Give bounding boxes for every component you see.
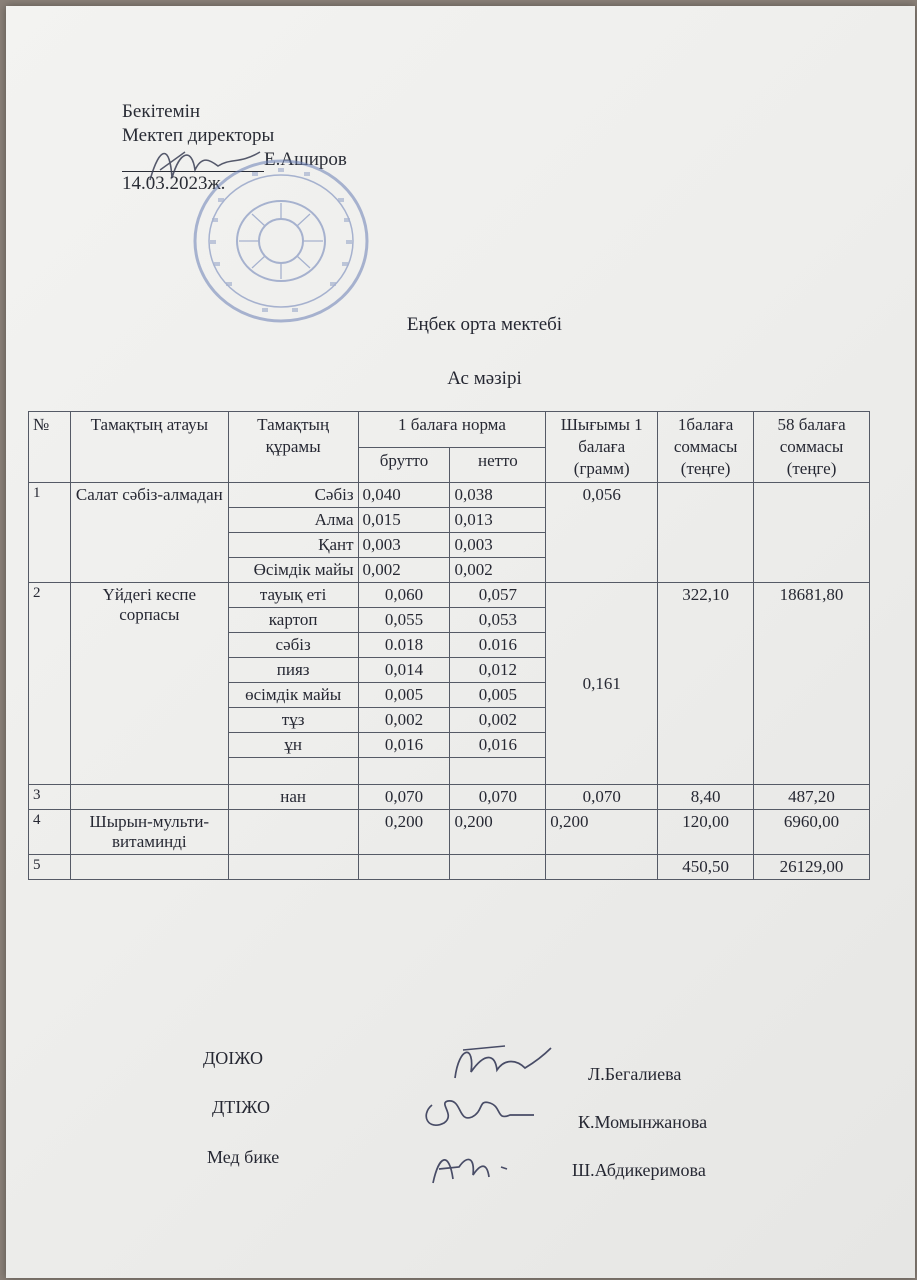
table-row (29, 483, 870, 508)
role-label: ДТІЖО (212, 1097, 270, 1117)
header-no: № (29, 412, 71, 483)
sum-one-value: 322,10 (658, 583, 754, 785)
gross-value: 0.018 (358, 633, 450, 658)
empty-cell (228, 855, 358, 880)
output-value: 0,200 (546, 810, 658, 855)
table-row (29, 785, 870, 810)
approval-position: Мектеп директоры (122, 125, 275, 146)
gross-value: 0,002 (358, 558, 450, 583)
empty-cell (450, 758, 546, 785)
dish-name: Шырын-мульти-витаминді (70, 810, 228, 855)
ingredient-name: Сәбіз (228, 483, 358, 508)
net-value: 0,012 (450, 658, 546, 683)
empty-cell (228, 758, 358, 785)
header-gross: брутто (358, 447, 450, 483)
signatory-name: К.Момынжанова (578, 1112, 708, 1132)
row-number: 1 (29, 483, 71, 583)
header-output: Шығымы 1 балаға (грамм) (546, 412, 658, 483)
output-value: 0,056 (546, 483, 658, 583)
net-value: 0.016 (450, 633, 546, 658)
ingredient-name: сәбіз (228, 633, 358, 658)
net-value: 0,200 (450, 810, 546, 855)
ingredient-name: Өсімдік майы (228, 558, 358, 583)
gross-value: 0,200 (358, 810, 450, 855)
sum-one-value: 120,00 (658, 810, 754, 855)
output-value: 0,070 (546, 785, 658, 810)
role-label: Мед бике (207, 1147, 280, 1167)
approval-heading: Бекітемін (122, 101, 201, 122)
ingredient-name: ұн (228, 733, 358, 758)
table-row-total (29, 855, 870, 880)
gross-value: 0,002 (358, 708, 450, 733)
net-value: 0,053 (450, 608, 546, 633)
ingredient-name: тауық еті (228, 583, 358, 608)
gross-value: 0,014 (358, 658, 450, 683)
gross-value: 0,015 (358, 508, 450, 533)
ingredient-name: картоп (228, 608, 358, 633)
row-number: 4 (29, 810, 71, 855)
net-value: 0,005 (450, 683, 546, 708)
sum-one-value: 8,40 (658, 785, 754, 810)
header-net: нетто (450, 447, 546, 483)
net-value: 0,057 (450, 583, 546, 608)
document-title: Ас мәзірі (447, 368, 522, 389)
net-value: 0,003 (450, 533, 546, 558)
output-value: 0,161 (546, 583, 658, 785)
signature-abdikerimova (425, 1145, 515, 1190)
dish-name: Үйдегі кеспе сорпасы (70, 583, 228, 785)
header-sum-58: 58 балаға соммасы (теңге) (754, 412, 870, 483)
empty-cell (358, 855, 450, 880)
gross-value: 0,060 (358, 583, 450, 608)
sum-one-value (658, 483, 754, 583)
ingredient-name: нан (228, 785, 358, 810)
empty-cell (450, 855, 546, 880)
sum-58-total: 26129,00 (754, 855, 870, 880)
net-value: 0,038 (450, 483, 546, 508)
row-number: 3 (29, 785, 71, 810)
row-number: 5 (29, 855, 71, 880)
sum-one-total: 450,50 (658, 855, 754, 880)
sum-58-value (754, 483, 870, 583)
signature-begalieva (445, 1040, 555, 1090)
dish-name (70, 785, 228, 810)
approval-date: 14.03.2023ж. (122, 173, 226, 194)
ingredient-name: Алма (228, 508, 358, 533)
gross-value: 0,040 (358, 483, 450, 508)
ingredient-name: Қант (228, 533, 358, 558)
empty-cell (546, 855, 658, 880)
net-value: 0,013 (450, 508, 546, 533)
header-norm: 1 балаға норма (358, 412, 546, 448)
net-value: 0,002 (450, 708, 546, 733)
empty-cell (358, 758, 450, 785)
gross-value: 0,070 (358, 785, 450, 810)
net-value: 0,070 (450, 785, 546, 810)
school-name: Еңбек орта мектебі (406, 314, 563, 335)
dish-name: Салат сәбіз-алмадан (70, 483, 228, 583)
signature-momynzhanova (418, 1085, 538, 1135)
gross-value: 0,016 (358, 733, 450, 758)
gross-value: 0,003 (358, 533, 450, 558)
table-row (29, 583, 870, 608)
header-dish-name: Тамақтың атауы (70, 412, 228, 483)
sum-58-value: 487,20 (754, 785, 870, 810)
table-header-row (29, 412, 870, 448)
director-name: Е.Аширов (264, 149, 347, 170)
gross-value: 0,005 (358, 683, 450, 708)
net-value: 0,016 (450, 733, 546, 758)
ingredient-name (228, 810, 358, 855)
official-stamp (192, 158, 370, 324)
header-composition: Тамақтың құрамы (228, 412, 358, 483)
sum-58-value: 18681,80 (754, 583, 870, 785)
role-label: ДОІЖО (203, 1048, 263, 1068)
net-value: 0,002 (450, 558, 546, 583)
ingredient-name: өсімдік майы (228, 683, 358, 708)
signatory-name: Л.Бегалиева (588, 1064, 682, 1084)
menu-table (28, 411, 870, 880)
row-number: 2 (29, 583, 71, 785)
gross-value: 0,055 (358, 608, 450, 633)
ingredient-name: пияз (228, 658, 358, 683)
ingredient-name: тұз (228, 708, 358, 733)
empty-cell (70, 855, 228, 880)
sum-58-value: 6960,00 (754, 810, 870, 855)
header-sum-one: 1балаға соммасы (теңге) (658, 412, 754, 483)
signatory-name: Ш.Абдикеримова (572, 1160, 706, 1180)
table-row (29, 810, 870, 855)
